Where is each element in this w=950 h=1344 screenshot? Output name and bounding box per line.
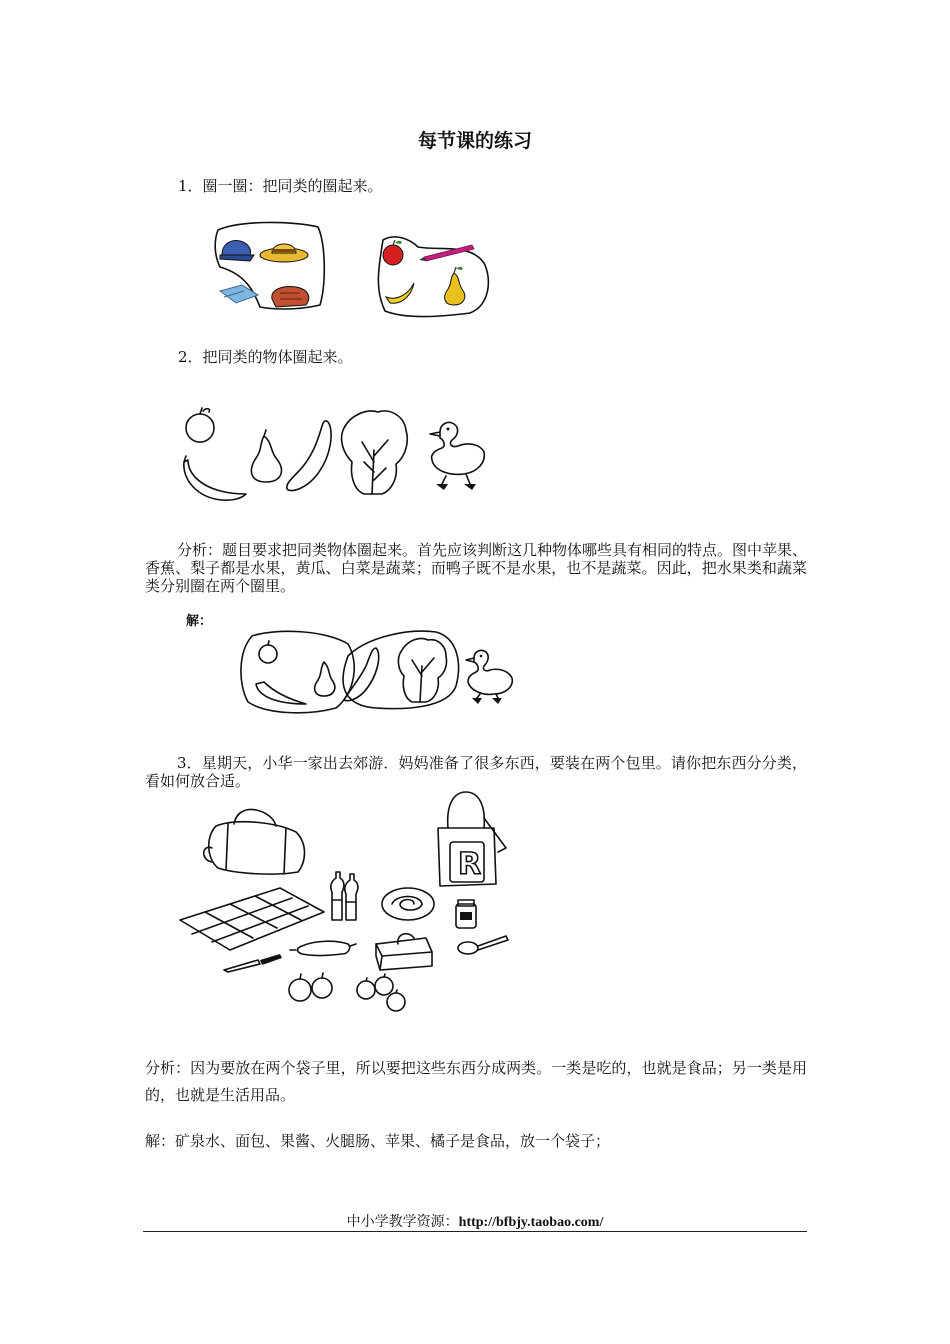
knife-icon bbox=[224, 954, 282, 972]
tote-bag-icon bbox=[438, 792, 506, 886]
apple-icon bbox=[259, 641, 277, 663]
q2-analysis: 分析：题目要求把同类物体圈起来。首先应该判断这几种物体哪些具有相同的特点。图中苹果、香蕉、梨子都是水果，黄瓜、白菜是蔬菜；而鸭子既不是水果，也不是蔬菜。因此，把水果类和蔬菜类分别圈在两个圈里。 bbox=[145, 541, 808, 595]
pear-icon bbox=[251, 430, 281, 482]
duck-icon bbox=[466, 650, 512, 704]
q2-solution-illustration bbox=[236, 624, 526, 714]
tissue-box-icon bbox=[376, 934, 432, 970]
q2-solution-label: 解： bbox=[186, 614, 213, 629]
q1-illustration bbox=[200, 215, 510, 325]
bag-letter: R bbox=[458, 847, 482, 882]
jam-jar-icon bbox=[456, 900, 476, 928]
bread-roll-icon bbox=[382, 888, 434, 920]
q3-illustration bbox=[176, 788, 516, 1008]
cap-icon bbox=[220, 241, 254, 261]
cabbage-icon bbox=[342, 411, 408, 494]
cabbage-icon bbox=[398, 638, 446, 702]
question-1: 1．圈一圈：把同类的圈起来。 bbox=[178, 177, 383, 195]
sausage-icon bbox=[290, 941, 356, 955]
gloves-icon bbox=[272, 287, 309, 308]
water-bottles-icon bbox=[331, 872, 358, 920]
spoon-icon bbox=[458, 936, 508, 954]
q3-analysis: 分析：因为要放在两个袋子里，所以要把这些东西分成两类。一类是吃的，也就是食品；另一类是用的，也就是生活用品。 bbox=[145, 1059, 807, 1104]
question-3: 3．星期天，小华一家出去郊游．妈妈准备了很多东西，要装在两个包里。请你把东西分分类，看如何放合适。 bbox=[145, 754, 807, 790]
apple-icon bbox=[383, 240, 403, 265]
picnic-mat-icon bbox=[180, 888, 324, 950]
duck-icon bbox=[430, 422, 484, 490]
pear-icon bbox=[315, 662, 335, 696]
q2-illustration bbox=[178, 400, 498, 510]
pear-icon bbox=[445, 267, 465, 305]
apples-icon bbox=[289, 973, 332, 1001]
banana-icon bbox=[256, 682, 306, 704]
oranges-icon bbox=[357, 974, 405, 1011]
q3-solution: 解：矿泉水、面包、果酱、火腿肠、苹果、橘子是食品，放一个袋子； bbox=[145, 1132, 611, 1150]
footer bbox=[0, 1211, 950, 1231]
banana-icon bbox=[184, 456, 246, 500]
footer-divider bbox=[143, 1231, 807, 1232]
duffel-bag-icon bbox=[204, 810, 305, 875]
cucumber-icon bbox=[287, 421, 331, 491]
hat-icon bbox=[260, 244, 308, 262]
question-2: 2．把同类的物体圈起来。 bbox=[178, 348, 353, 366]
banana-icon bbox=[386, 283, 414, 303]
footer-label: 中小学教学资源： bbox=[346, 1214, 459, 1230]
footer-url[interactable]: http://bfbjy.taobao.com/ bbox=[458, 1215, 604, 1230]
scarf-icon bbox=[220, 285, 258, 303]
apple-icon bbox=[186, 408, 214, 442]
page-title: 每节课的练习 bbox=[417, 130, 532, 152]
